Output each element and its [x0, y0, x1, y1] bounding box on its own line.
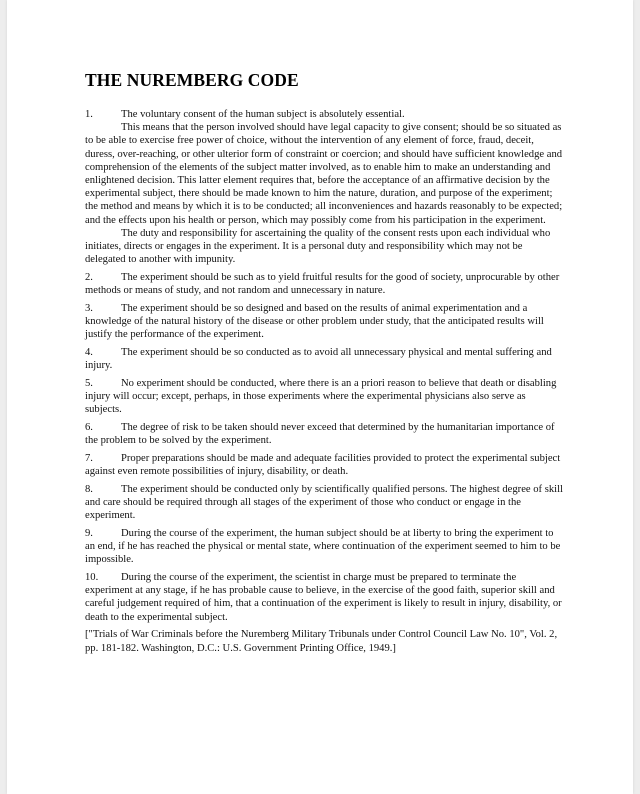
document-page — [7, 0, 633, 794]
code-item-9 — [85, 527, 565, 567]
item-text — [85, 483, 565, 523]
document-title: THE NUREMBERG CODE — [85, 70, 299, 90]
item-body: The experiment should be so conducted as to avoid all unnecessary physical and mental suffering and injury. — [85, 346, 552, 372]
item-first-line: The voluntary consent of the human subject is absolutely essential. — [121, 109, 405, 120]
item-number: 3. — [85, 302, 93, 314]
item-number: 6. — [85, 421, 93, 433]
item-body: Proper preparations should be made and adequate facilities provided to protect the experimental subject against even remote possibilities of injury, disability, or death. — [85, 452, 561, 478]
code-item-3 — [85, 302, 565, 342]
item-body: No experiment should be conducted, where there is an a priori reason to believe that death or disabling injury will occur; except, perhaps, in those experiments where the experimental physicians also serve as subjects. — [85, 377, 557, 416]
item-body: During the course of the experiment, the human subject should be at liberty to bring the experiment to an end, if he has reached the physical or mental state, where continuation of the experiment seemed to him to be impossible. — [85, 527, 561, 566]
item-text — [85, 271, 565, 297]
item-text — [85, 346, 565, 372]
item-body: During the course of the experiment, the scientist in charge must be prepared to terminate the experiment at any stage, if he has probable cause to believe, in the exercise of the good faith, superior skill and careful judgement required of him, that a continuation of the experiment is likely to result in injury, disability, or death to the experimental subject. — [85, 572, 562, 623]
item-text — [85, 571, 565, 624]
code-item-8 — [85, 483, 565, 523]
code-item-7 — [85, 452, 565, 478]
item-text — [85, 421, 565, 447]
item-text — [85, 377, 565, 417]
item-number: 9. — [85, 527, 93, 539]
document-body — [85, 108, 565, 665]
item-text — [85, 527, 565, 567]
item-body: The degree of risk to be taken should never exceed that determined by the humanitarian importance of the problem to be solved by the experiment. — [85, 421, 555, 447]
item-text — [85, 452, 565, 478]
item-number: 1. — [85, 109, 93, 120]
citation: ["Trials of War Criminals before the Nuremberg Military Tribunals under Control Council Law No. 10", Vol. 2, pp. 181-182. Washington, D.C.: U.S. Government Printing Office, 1949.] — [85, 629, 558, 654]
code-item-4 — [85, 346, 565, 372]
code-item-5 — [85, 377, 565, 417]
code-item-6 — [85, 421, 565, 447]
item-number: 10. — [85, 572, 99, 583]
item-body: The experiment should be such as to yield fruitful results for the good of society, unprocurable by other methods or means of study, and not random and unnecessary in nature. — [85, 271, 560, 297]
item-body: The experiment should be so designed and based on the results of animal experimentation and a knowledge of the natural history of the disease or other problem under study, that the anticipated results will justify the performance of the experiment. — [85, 302, 544, 341]
item-body: The experiment should be conducted only by scientifically qualified persons. The highest degree of skill and care should be required through all stages of the experiment of those who conduct or engage in the experiment. — [85, 483, 563, 522]
item-text — [85, 108, 565, 121]
item-paragraph: The duty and responsibility for ascertaining the quality of the consent rests upon each individual who initiates, directs or engages in the experiment. It is a personal duty and responsibility which may not be delegated to another with impunity. — [85, 227, 551, 266]
code-item-10 — [85, 571, 565, 624]
item-text — [85, 302, 565, 342]
item-paragraph: This means that the person involved should have legal capacity to give consent; should be so situated as to be able to exercise free power of choice, without the intervention of any element of force, fraud, deceit, duress, over-reaching, or other ulterior form of constraint or coercion; and should have sufficient knowledge and comprehension of the elements of the subject matter involved, as to enable him to make an understanding and enlightened decision. This latter element requires that, before the acceptance of an affirmative decision by the experimental subject, there should be made known to him the nature, duration, and purpose of the experiment; the method and means by which it is to be conducted; all inconveniences and hazards reasonably to be expected; and the effects upon his health or person, which may possibly come from his participation in the experiment. — [85, 122, 563, 226]
item-number: 5. — [85, 377, 93, 389]
code-item-2 — [85, 271, 565, 297]
code-item-1 — [85, 108, 565, 266]
item-number: 2. — [85, 271, 93, 283]
item-number: 4. — [85, 346, 93, 358]
item-number: 8. — [85, 483, 93, 495]
item-number: 7. — [85, 452, 93, 464]
